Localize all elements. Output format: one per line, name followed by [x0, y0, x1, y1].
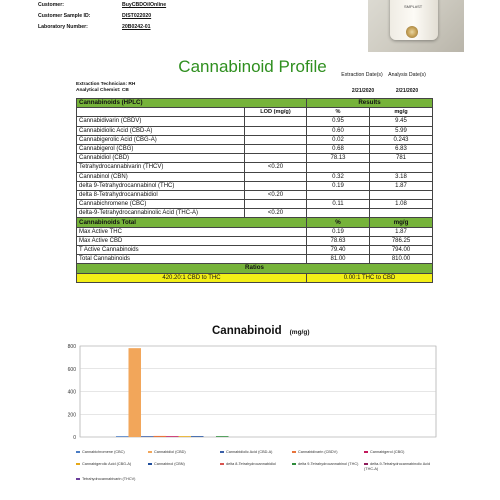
totals-row — [77, 255, 433, 264]
cannabinoid-rows — [77, 117, 433, 218]
lod-value: <0.20 — [245, 209, 307, 218]
legend-swatch — [292, 451, 296, 453]
legend-item — [76, 477, 146, 482]
cannabinoid-name: Cannabidiolic Acid (CBD-A) — [77, 126, 245, 135]
legend-swatch — [148, 463, 152, 465]
y-tick-label: 600 — [67, 366, 76, 373]
lab-number-value[interactable]: 20B0242-01 — [122, 24, 151, 30]
percent-value — [307, 163, 370, 172]
bar-8 — [216, 436, 229, 437]
lod-value — [245, 126, 307, 135]
customer-label: Customer: — [38, 2, 64, 8]
legend-swatch — [292, 463, 296, 465]
legend-swatch — [220, 463, 224, 465]
lod-value — [245, 172, 307, 181]
name-col-header — [77, 108, 245, 117]
legend-item — [292, 450, 362, 455]
cannabinoid-name: Cannabinol (CBN) — [77, 172, 245, 181]
lod-value — [245, 181, 307, 190]
profile-title: Cannabinoid Profile — [178, 57, 327, 76]
legend-item — [148, 462, 218, 467]
legend-item — [220, 462, 290, 467]
lod-value — [245, 200, 307, 209]
table-group-header — [77, 99, 433, 108]
percent-value: 0.02 — [307, 135, 370, 144]
table-row — [77, 154, 433, 163]
chart-title — [212, 325, 310, 337]
y-tick-label: 200 — [67, 412, 76, 419]
total-name: Max Active THC — [77, 227, 307, 236]
bar-2 — [141, 436, 154, 437]
legend-item — [364, 462, 434, 471]
cannabinoid-name: delta 8-Tetrahydrocannabidiol — [77, 190, 245, 199]
legend-label: delta 8-Tetrahydrocannabidiol — [226, 462, 276, 466]
analysis-date: 2/21/2020 — [395, 88, 419, 94]
percent-value — [307, 209, 370, 218]
ratio-cbd-thc: 420.20:1 CBD to THC — [77, 273, 307, 282]
bar-4 — [166, 436, 179, 437]
mg-value: 1.87 — [370, 181, 433, 190]
photo-label: SMPL#ST — [404, 4, 423, 9]
table-row — [77, 209, 433, 218]
legend-label: Cannabichromene (CBC) — [82, 450, 125, 454]
analytical-chemist: Analytical Chemist: CB — [76, 88, 129, 93]
total-mg: 786.25 — [370, 236, 433, 245]
mg-value — [370, 163, 433, 172]
mg-value: 5.99 — [370, 126, 433, 135]
cannabinoid-name: Cannabichromene (CBC) — [77, 200, 245, 209]
lod-value — [245, 154, 307, 163]
percent-value: 78.13 — [307, 154, 370, 163]
cannabinoid-name: Cannabidiol (CBD) — [77, 154, 245, 163]
totals-row — [77, 236, 433, 245]
legend-item — [148, 450, 218, 455]
column-header-row — [77, 108, 433, 117]
results-table — [76, 98, 433, 283]
table-row — [77, 163, 433, 172]
technicians — [76, 82, 135, 94]
totals-header-row — [77, 218, 433, 227]
cannabinoids-hplc-header: Cannabinoids (HPLC) — [77, 99, 307, 108]
extraction-date: 2/21/2020 — [351, 88, 375, 94]
y-tick-label: 0 — [73, 435, 76, 441]
mg-value — [370, 209, 433, 218]
analysis-date-header: Analysis Date(s) — [388, 72, 426, 78]
bar-3 — [154, 436, 167, 437]
total-mg: 1.87 — [370, 227, 433, 236]
total-name: T Active Cannabinoids — [77, 246, 307, 255]
legend-label: Cannabidivarin (CBDV) — [298, 450, 338, 454]
totals-rows — [77, 227, 433, 264]
mg-value: 1.08 — [370, 200, 433, 209]
legend-label: Cannabidiol (CBD) — [154, 450, 186, 454]
cannabinoid-name: delta 9-Tetrahydrocannabinol (THC) — [77, 181, 245, 190]
legend-swatch — [148, 451, 152, 453]
total-percent: 81.00 — [307, 255, 370, 264]
cannabinoid-name: Cannabigerol (CBG) — [77, 144, 245, 153]
ratios-header: Ratios — [77, 264, 433, 273]
mg-value: 781 — [370, 154, 433, 163]
table-row — [77, 126, 433, 135]
percent-value: 0.68 — [307, 144, 370, 153]
table-row — [77, 190, 433, 199]
y-tick-label: 800 — [67, 344, 76, 350]
ratios-row — [77, 273, 433, 282]
totals-pct-header: % — [307, 218, 370, 227]
ratios-header-row — [77, 264, 433, 273]
pct-col-header: % — [307, 108, 370, 117]
table-row — [77, 144, 433, 153]
legend-label: Tetrahydrocannabivarin (THCV) — [82, 477, 136, 481]
legend-item — [76, 450, 146, 455]
bar-6 — [191, 436, 204, 437]
ratio-thc-cbd: 0.00:1 THC to CBD — [307, 273, 433, 282]
sample-droplet — [406, 26, 418, 38]
chart-area — [54, 338, 438, 448]
bar-5 — [179, 436, 192, 437]
sample-id-label: Customer Sample ID: — [38, 13, 91, 19]
extraction-date-header: Extraction Date(s) — [341, 72, 383, 78]
legend-label: Cannabinol (CBN) — [154, 462, 185, 466]
lod-value: <0.20 — [245, 190, 307, 199]
lod-value — [245, 117, 307, 126]
lod-value: <0.20 — [245, 163, 307, 172]
percent-value: 0.32 — [307, 172, 370, 181]
legend-swatch — [76, 478, 80, 480]
legend-label: Cannabigerolic Acid (CBG-A) — [82, 462, 132, 466]
totals-row — [77, 246, 433, 255]
percent-value: 0.60 — [307, 126, 370, 135]
lab-number-label: Laboratory Number: — [38, 24, 88, 30]
extraction-technician: Extraction Technician: RH — [76, 82, 136, 87]
sample-id-value[interactable]: DIST022020 — [122, 13, 152, 19]
totals-row — [77, 227, 433, 236]
percent-value — [307, 190, 370, 199]
customer-value[interactable]: BuyCBDOilOnline — [122, 2, 167, 8]
mg-value: 9.45 — [370, 117, 433, 126]
table-row — [77, 135, 433, 144]
chart-units: (mg/g) — [289, 329, 310, 336]
legend-swatch — [76, 463, 80, 465]
mg-value — [370, 190, 433, 199]
legend-item — [364, 450, 434, 455]
bar-0 — [116, 436, 129, 437]
percent-value: 0.19 — [307, 181, 370, 190]
legend-item — [220, 450, 290, 455]
total-name: Max Active CBD — [77, 236, 307, 245]
chart-title-text: Cannabinoid — [212, 325, 282, 337]
legend-label: delta-9-Tetrahydrocannabinolic Acid (THC-A) — [364, 462, 431, 471]
total-mg: 810.00 — [370, 255, 433, 264]
total-name: Total Cannabinoids — [77, 255, 307, 264]
legend-item — [76, 462, 146, 467]
legend-swatch — [364, 463, 368, 465]
legend-swatch — [76, 451, 80, 453]
legend-swatch — [220, 451, 224, 453]
percent-value: 0.95 — [307, 117, 370, 126]
chart-legend — [76, 450, 446, 496]
total-percent: 0.19 — [307, 227, 370, 236]
total-percent: 78.63 — [307, 236, 370, 245]
legend-swatch — [364, 451, 368, 453]
cannabinoid-name: Cannabidivarin (CBDV) — [77, 117, 245, 126]
table-row — [77, 172, 433, 181]
total-mg: 794.00 — [370, 246, 433, 255]
total-percent: 79.40 — [307, 246, 370, 255]
lod-col-header: LOD (mg/g) — [245, 108, 307, 117]
legend-label: Cannabigerol (CBG) — [370, 450, 405, 454]
mg-col-header: mg/g — [370, 108, 433, 117]
bar-chart — [54, 338, 438, 448]
mg-value: 6.83 — [370, 144, 433, 153]
mg-value: 3.18 — [370, 172, 433, 181]
totals-header: Cannabinoids Total — [77, 218, 307, 227]
mg-value: 0.243 — [370, 135, 433, 144]
percent-value: 0.11 — [307, 200, 370, 209]
legend-label: Cannabidiolic Acid (CBD-A) — [226, 450, 273, 454]
results-header: Results — [307, 99, 433, 108]
table-row — [77, 181, 433, 190]
lod-value — [245, 144, 307, 153]
y-tick-label: 400 — [67, 389, 76, 396]
cannabinoid-name: Cannabigerolic Acid (CBG-A) — [77, 135, 245, 144]
sample-photo — [368, 0, 464, 52]
legend-label: delta 9-Tetrahydrocannabinol (THC) — [298, 462, 359, 466]
bar-1 — [129, 348, 142, 437]
legend-item — [292, 462, 362, 467]
table-row — [77, 117, 433, 126]
totals-mg-header: mg/g — [370, 218, 433, 227]
cannabinoid-name: delta-9-Tetrahydrocannabinolic Acid (THC-A) — [77, 209, 245, 218]
table-row — [77, 200, 433, 209]
cannabinoid-name: Tetrahydrocannabivarin (THCV) — [77, 163, 245, 172]
lod-value — [245, 135, 307, 144]
